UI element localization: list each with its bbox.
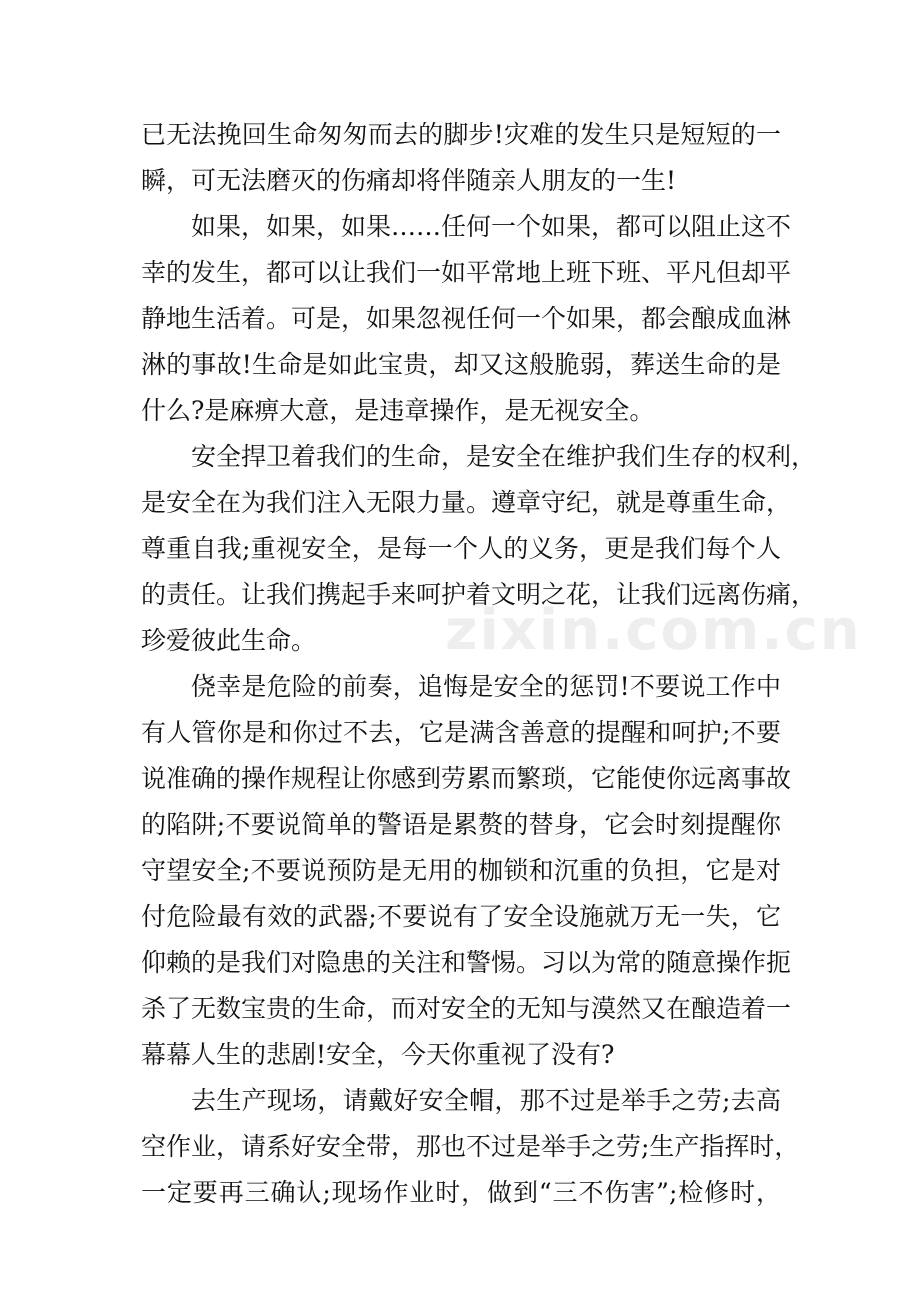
text-line: 尊重自我;重视安全，是每一个人的义务，更是我们每个人 (141, 534, 781, 563)
text-line: 说准确的操作规程让你感到劳累而繁琐，它能使你远离事故 (141, 764, 792, 793)
text-line: 安全捍卫着我们的生命，是安全在维护我们生存的权利， (191, 442, 817, 471)
text-line: 杀了无数宝贵的生命，而对安全的无知与漠然又在酿造着一 (141, 994, 792, 1023)
text-line: 一定要再三确认;现场作业时，做到“三不伤害”;检修时， (141, 1178, 781, 1207)
text-line: 有人管你是和你过不去，它是满含善意的提醒和呵护;不要 (141, 718, 781, 747)
text-line: 静地生活着。可是，如果忽视任何一个如果，都会酿成血淋 (141, 304, 792, 333)
text-line: 侥幸是危险的前奏，追悔是安全的惩罚!不要说工作中 (191, 672, 781, 701)
text-line: 守望安全;不要说预防是无用的枷锁和沉重的负担，它是对 (141, 856, 781, 885)
watermark: zixin.com.cn (445, 598, 862, 663)
text-line: 的陷阱;不要说简单的警语是累赘的替身，它会时刻提醒你 (141, 810, 781, 839)
text-line: 瞬，可无法磨灭的伤痛却将伴随亲人朋友的一生! (141, 166, 677, 195)
text-line: 幸的发生，都可以让我们一如平常地上班下班、平凡但却平 (141, 258, 792, 287)
text-line: 付危险最有效的武器;不要说有了安全设施就万无一失，它 (141, 902, 781, 931)
text-line: 仰赖的是我们对隐患的关注和警惕。习以为常的随意操作扼 (141, 948, 792, 977)
text-line: 如果，如果，如果……任何一个如果，都可以阻止这不 (191, 212, 792, 241)
text-line: 是安全在为我们注入无限力量。遵章守纪，就是尊重生命， (141, 488, 792, 517)
document-body (141, 112, 817, 1216)
text-line: 淋的事故!生命是如此宝贵，却又这般脆弱，葬送生命的是 (141, 350, 781, 379)
text-line: 什么?是麻痹大意，是违章操作，是无视安全。 (141, 396, 655, 425)
text-line: 幕幕人生的悲剧!安全，今天你重视了没有? (141, 1040, 615, 1069)
text-line: 珍爱彼此生命。 (141, 626, 317, 655)
text-line: 空作业，请系好安全带，那也不过是举手之劳;生产指挥时， (141, 1132, 800, 1161)
text-line: 去生产现场，请戴好安全帽，那不过是举手之劳;去高 (191, 1086, 781, 1115)
text-line: 已无法挽回生命匆匆而去的脚步!灾难的发生只是短短的一 (141, 120, 781, 149)
text-line: 的责任。让我们携起手来呵护着文明之花，让我们远离伤痛， (141, 580, 817, 609)
